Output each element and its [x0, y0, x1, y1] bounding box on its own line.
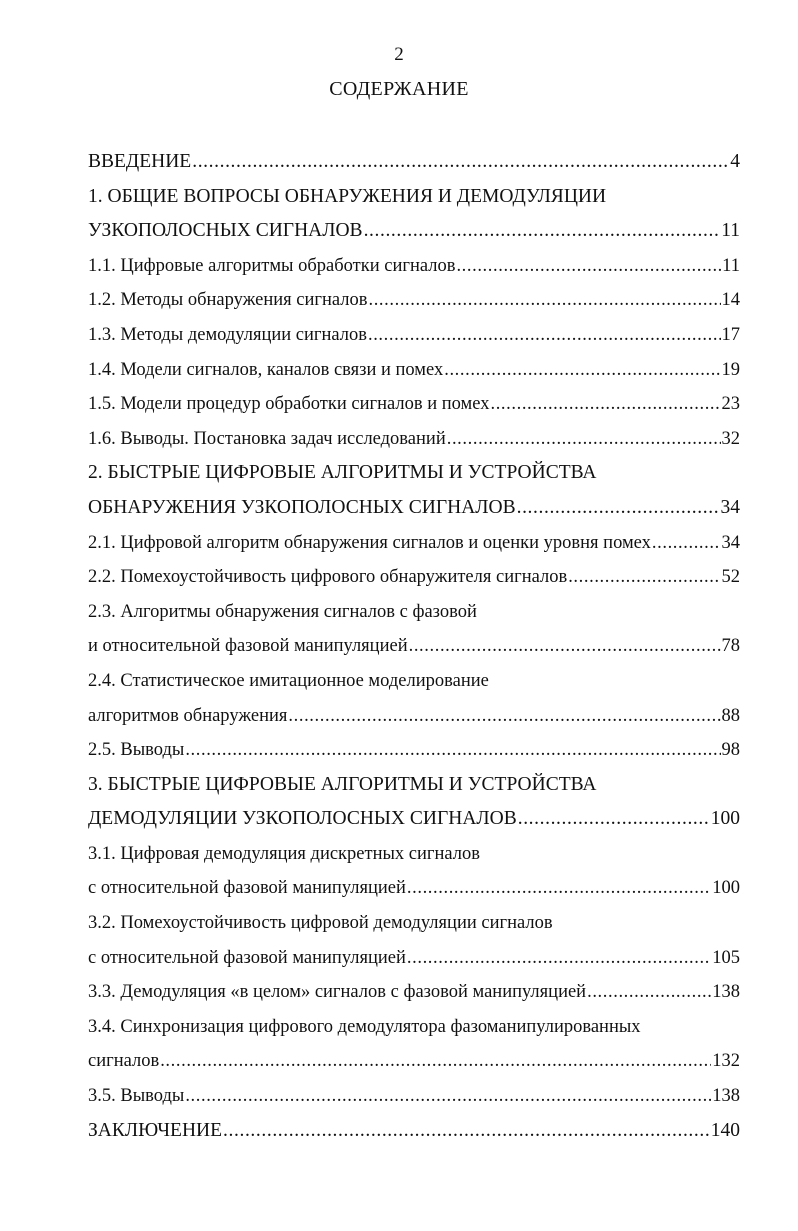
toc-entry-title: ВВЕДЕНИЕ — [88, 151, 192, 172]
toc-entry-page-number: 23 — [721, 394, 740, 415]
toc-entry-title: 3.5. Выводы — [88, 1086, 185, 1107]
toc-entry — [88, 1010, 740, 1045]
dot-leader — [223, 1114, 710, 1149]
dot-leader — [288, 699, 720, 734]
toc-entry-page-number: 100 — [712, 878, 740, 899]
toc-entry-page-number: 17 — [721, 324, 740, 345]
toc-entry — [88, 733, 740, 768]
toc-entry-page-number: 88 — [721, 705, 740, 726]
dot-leader — [185, 733, 720, 768]
toc-entry-page-number: 100 — [710, 808, 740, 830]
toc-entry — [88, 353, 740, 388]
toc-entry-page-number: 32 — [721, 428, 740, 449]
toc-entry-title: 2.5. Выводы — [88, 740, 185, 761]
dot-leader — [518, 802, 710, 837]
toc-entry-title: с относительной фазовой манипуляцией — [88, 947, 406, 968]
toc-entry-page-number: 4 — [730, 151, 740, 172]
dot-leader — [160, 1044, 711, 1079]
dot-leader — [407, 871, 711, 906]
toc-title: СОДЕРЖАНИЕ — [329, 78, 469, 100]
toc-entry-title: 3.2. Помехоустойчивость цифровой демодуляции сигналов — [88, 913, 553, 934]
dot-leader — [456, 249, 721, 284]
toc-entry — [88, 526, 740, 561]
dot-leader — [368, 283, 720, 318]
dot-leader — [407, 941, 711, 976]
toc-entry-page-number: 14 — [721, 290, 740, 311]
toc-entry — [88, 699, 740, 734]
dot-leader — [192, 145, 729, 180]
toc-entry-page-number: 78 — [721, 636, 740, 657]
dot-leader — [490, 387, 720, 422]
toc-entry-title: 3.1. Цифровая демодуляция дискретных сигналов — [88, 843, 480, 864]
toc-entry — [88, 941, 740, 976]
page-number: 2 — [394, 44, 404, 65]
toc-entry-page-number: 140 — [710, 1119, 740, 1141]
toc-entry-page-number: 52 — [721, 567, 740, 588]
toc-entry — [88, 145, 740, 180]
toc-entry-title: 1.3. Методы демодуляции сигналов — [88, 324, 367, 345]
toc-entry — [88, 283, 740, 318]
toc-entry-title: 2.3. Алгоритмы обнаружения сигналов с фазовой — [88, 601, 477, 622]
toc-entry — [88, 837, 740, 872]
toc-entry — [88, 180, 740, 215]
toc-entry — [88, 664, 740, 699]
toc-entry-title: 1.2. Методы обнаружения сигналов — [88, 290, 368, 311]
toc-entry-title: 2.2. Помехоустойчивость цифрового обнаружителя сигналов — [88, 567, 568, 588]
toc-entry — [88, 491, 740, 526]
toc-entry-title: 1.6. Выводы. Постановка задач исследований — [88, 428, 446, 449]
dot-leader — [409, 629, 721, 664]
toc-entry-title: ЗАКЛЮЧЕНИЕ — [88, 1119, 223, 1141]
toc-entry — [88, 1079, 740, 1114]
toc-entry-title: 2.1. Цифровой алгоритм обнаружения сигналов и оценки уровня помех — [88, 532, 651, 553]
toc-entry — [88, 768, 740, 803]
toc-entry-title: с относительной фазовой манипуляцией — [88, 878, 406, 899]
toc-entry-page-number: 34 — [721, 532, 740, 553]
toc-entry — [88, 629, 740, 664]
toc-entry — [88, 422, 740, 457]
toc-entry — [88, 975, 740, 1010]
toc-entry-page-number: 98 — [721, 740, 740, 761]
toc-entry-title: 3. БЫСТРЫЕ ЦИФРОВЫЕ АЛГОРИТМЫ И УСТРОЙСТВА — [88, 773, 597, 795]
toc-entry — [88, 249, 740, 284]
toc-entry — [88, 456, 740, 491]
toc-entry — [88, 214, 740, 249]
dot-leader — [447, 422, 721, 457]
toc-entry — [88, 906, 740, 941]
toc-entry-page-number: 19 — [721, 359, 740, 380]
dot-leader — [368, 318, 721, 353]
dot-leader — [364, 214, 721, 249]
toc-entry-page-number: 138 — [712, 1086, 740, 1107]
toc-entry — [88, 1114, 740, 1149]
toc-entry-title: и относительной фазовой манипуляцией — [88, 636, 408, 657]
toc-entry-title: 3.4. Синхронизация цифрового демодулятора фазоманипулированных — [88, 1016, 641, 1037]
toc-entry-page-number: 11 — [722, 255, 740, 276]
toc-entry-page-number: 34 — [720, 496, 740, 518]
toc-entry-title: 1.4. Модели сигналов, каналов связи и помех — [88, 359, 444, 380]
toc-entry — [88, 1044, 740, 1079]
dot-leader — [444, 353, 720, 388]
toc-entry-title: 1.5. Модели процедур обработки сигналов и помех — [88, 394, 490, 415]
toc-entry — [88, 871, 740, 906]
toc-entry — [88, 802, 740, 837]
toc-entry — [88, 560, 740, 595]
toc-entry-title: ДЕМОДУЛЯЦИИ УЗКОПОЛОСНЫХ СИГНАЛОВ — [88, 808, 517, 830]
toc-entry-page-number: 138 — [712, 982, 740, 1003]
toc-entry-title: 1. ОБЩИЕ ВОПРОСЫ ОБНАРУЖЕНИЯ И ДЕМОДУЛЯЦИИ — [88, 185, 607, 207]
dot-leader — [568, 560, 720, 595]
toc-entry-page-number: 132 — [712, 1051, 740, 1072]
toc-entry-title: 2.4. Статистическое имитационное моделирование — [88, 670, 489, 691]
toc-entry-title: 1.1. Цифровые алгоритмы обработки сигналов — [88, 255, 456, 276]
table-of-contents — [88, 145, 740, 1148]
toc-entry-title: ОБНАРУЖЕНИЯ УЗКОПОЛОСНЫХ СИГНАЛОВ — [88, 496, 516, 518]
toc-entry-title: сигналов — [88, 1051, 160, 1072]
toc-entry-title: УЗКОПОЛОСНЫХ СИГНАЛОВ — [88, 220, 363, 242]
dot-leader — [185, 1079, 711, 1114]
dot-leader — [652, 526, 721, 561]
toc-entry — [88, 595, 740, 630]
toc-entry-title: алгоритмов обнаружения — [88, 705, 288, 726]
toc-entry-title: 2. БЫСТРЫЕ ЦИФРОВЫЕ АЛГОРИТМЫ И УСТРОЙСТВА — [88, 462, 597, 484]
toc-entry — [88, 318, 740, 353]
toc-entry-page-number: 11 — [721, 220, 740, 242]
dot-leader — [587, 975, 711, 1010]
dot-leader — [517, 491, 720, 526]
toc-entry — [88, 387, 740, 422]
toc-entry-page-number: 105 — [712, 947, 740, 968]
toc-entry-title: 3.3. Демодуляция «в целом» сигналов с фазовой манипуляцией — [88, 982, 587, 1003]
